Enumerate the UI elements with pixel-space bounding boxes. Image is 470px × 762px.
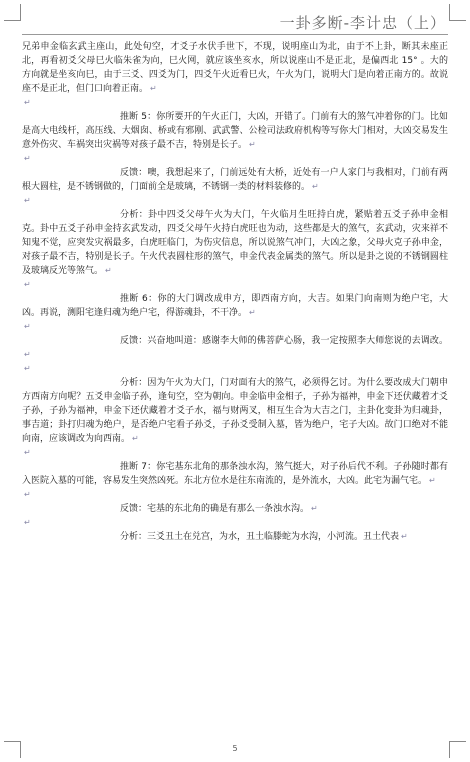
paragraph-text: 反馈：兴奋地叫道：感谢李大师的佛菩萨心肠，我一定按照李大师您说的去调改。 (120, 336, 448, 346)
body-paragraph (22, 376, 448, 446)
document-body[interactable] (22, 40, 448, 544)
empty-paragraph (22, 320, 448, 334)
paragraph-text: 反馈：噢，我想起来了，门前远处有大桥，近处有一户人家门与我相对，门前有两根大圆柱，是不锈钢做的，门面前全是玻璃，不锈钢一类的材料装修的。 (22, 168, 448, 192)
empty-paragraph (22, 362, 448, 376)
paragraph-text: 分析：三爻丑土在兑宫，为水，丑土临滕蛇为水沟，小河流。丑土代表 (120, 532, 400, 542)
paragraph-mark-icon: ↵ (311, 504, 318, 513)
empty-paragraph (22, 96, 448, 110)
paragraph-mark-icon: ↵ (132, 434, 139, 443)
empty-paragraph (22, 488, 448, 502)
crop-mark-top-right (449, 4, 466, 21)
paragraph-mark-icon: ↵ (24, 448, 31, 457)
empty-paragraph (22, 194, 448, 208)
empty-paragraph (22, 516, 448, 530)
paragraph-text: 推断 7：你宅基东北角的那条浊水沟，煞气挺大，对子孙后代不利。子孙随时都有入医院入墓的可能，容易发生突然凶死。东北方位水是往东南流的，是外流水，大凶。此宅为漏气宅。 (22, 462, 448, 486)
paragraph-mark-icon: ↵ (312, 182, 319, 191)
running-header-title: 一卦多断-李计忠（上） (279, 14, 446, 32)
header-rule (22, 34, 448, 35)
paragraph-mark-icon: ↵ (24, 518, 31, 527)
paragraph-mark-icon: ↵ (24, 350, 31, 359)
paragraph-text: 分析：卦中四爻父母午火为大门，午火临月生旺持白虎，紧贴着五爻子孙申金相克。卦中五爻子孙申金持玄武发动，四爻父母午火持白虎旺也为动，这些都是大的煞气，玄武动，灾来祥不知鬼不觉，应突发灾祸最多，白虎旺临门，为伤灾信息，所以说煞气冲门，大凶之象，父母火克子孙申金，对孩子最不吉，特别是长子。午火代表圆柱形的煞气，申金代表金属类的煞气。所以是卦之说的不锈钢圆柱及玻璃反光等煞气。 (22, 210, 448, 276)
body-paragraph (22, 530, 448, 544)
paragraph-mark-icon: ↵ (24, 154, 31, 163)
paragraph-text: 推断 5：你所要开的午火正门，大凶，开错了。门前有大的煞气冲着你的门。比如是高大电线杆，高压线、大烟囱、桥或有邪刚、武武警、公检司法政府机构等写你大门相对，大凶交易发生意外伤灾、车祸突出灾祸等对孩子最不吉，特别是长子。 (22, 112, 448, 150)
empty-paragraph (22, 152, 448, 166)
body-paragraph (22, 460, 448, 488)
paragraph-mark-icon: ↵ (24, 322, 31, 331)
paragraph-mark-icon: ↵ (24, 364, 31, 373)
empty-paragraph (22, 278, 448, 292)
paragraph-text: 分析：因为午火为大门，门对面有大的煞气，必须得乞讨。为什么要改成大门朝申方西南方向呢？五爻申金临子孙，逢旬空，空为朝向。申金临申金相子，子孙为福神，申金下还伏藏着才爻子孙，子孙为福神，申金下还伏藏着才爻子水，福与财两叉，相互生合为大吉之门，主卦化变卦为归魂卦，事吉道；卦打归魂为绝户，是否绝户宅看子孙爻，子孙爻受制入墓，皆为绝户，宅子大凶。故门口绝对不能向南，应该调改为向西南。 (22, 378, 448, 444)
page-number: 5 (232, 744, 238, 753)
empty-paragraph (22, 446, 448, 460)
paragraph-mark-icon: ↵ (105, 266, 112, 275)
paragraph-text: 反馈：宅基的东北角的确是有那么一条浊水沟。 (120, 504, 310, 514)
paragraph-text: 兄弟申金临玄武主座山，此处旬空，才爻子水伏手世下，不现，说明座山为北，由于不上卦，断其未座正北，再看初爻父母巳火临朱雀为向，巳火网，就应该坐亥水，所以说座山不是正北，是偏西北 15° 。大的方向就是坐亥向巳，由于三爻、四爻为门，四爻午火近看巳火，午火为门，说明大门是向着正南方的。故说座不是正北，但门口向着正南。 (22, 42, 448, 94)
body-paragraph (22, 292, 448, 320)
body-paragraph (22, 110, 448, 152)
paragraph-mark-icon: ↵ (150, 84, 157, 93)
paragraph-mark-icon: ↵ (401, 532, 408, 541)
body-paragraph (22, 334, 448, 362)
paragraph-mark-icon: ↵ (249, 308, 256, 317)
paragraph-mark-icon: ↵ (24, 98, 31, 107)
paragraph-text: 推断 6：你的大门调改成申方，即西南方向，大吉。如果门向南则为绝户宅，大凶。再说，测阳宅逢归魂为绝户宅，得游魂卦，不干净。 (22, 294, 448, 318)
body-paragraph (22, 40, 448, 96)
paragraph-mark-icon: ↵ (249, 140, 256, 149)
paragraph-mark-icon: ↵ (24, 490, 31, 499)
body-paragraph (22, 502, 448, 516)
crop-mark-top-left (4, 4, 21, 21)
paragraph-mark-icon: ↵ (24, 196, 31, 205)
body-paragraph (22, 166, 448, 194)
paragraph-mark-icon: ↵ (429, 476, 436, 485)
paragraph-mark-icon: ↵ (24, 280, 31, 289)
body-paragraph (22, 208, 448, 278)
